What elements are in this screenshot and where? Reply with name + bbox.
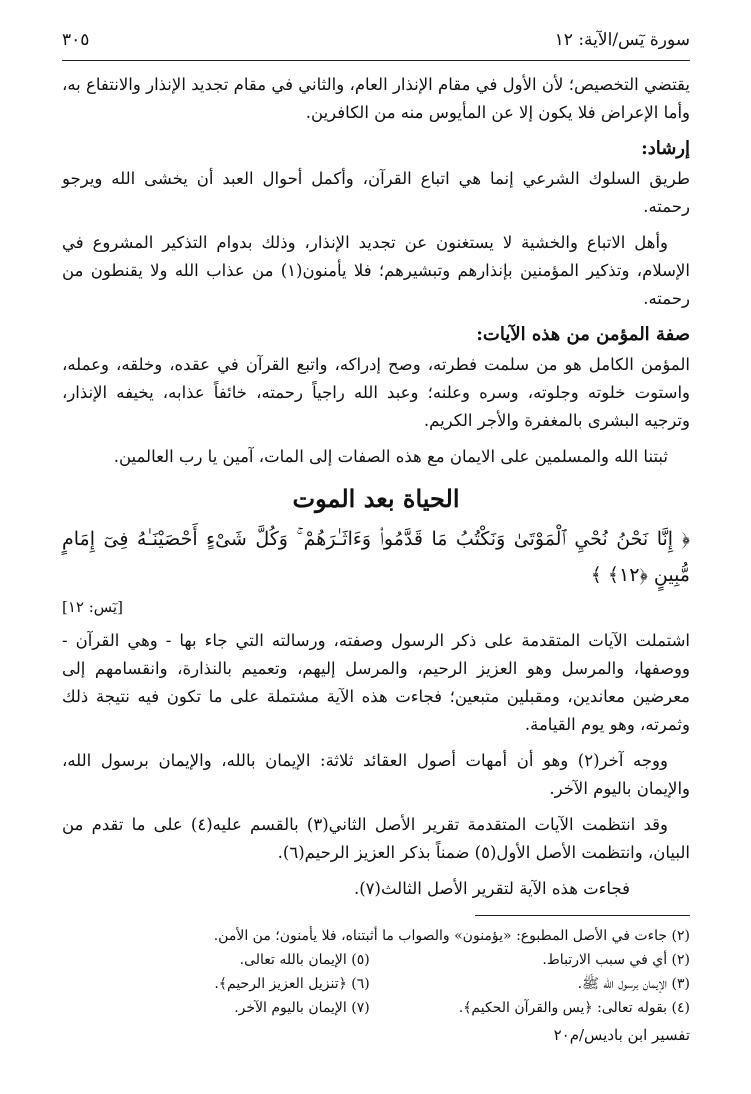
intro-line-2: وأما الإعراض فلا يكون إلا عن المأيوس منه من الكافرين. bbox=[305, 103, 690, 122]
footnote-1: (٢) جاءت في الأصل المطبوع: «يؤمنون» والصواب ما أثبتناه، فلا يأمنون؛ من الأمن. bbox=[213, 928, 690, 944]
intro-paragraph bbox=[62, 71, 690, 127]
footnote-2: (٢) أي في سبب الارتباط. bbox=[542, 952, 690, 968]
verse-reference-text: [يٓس: ١٢] bbox=[62, 598, 123, 616]
section-paragraph-1: اشتملت الآيات المتقدمة على ذكر الرسول وصفته، ورسالته التي جاء بها - وهي القرآن - ووصفها، والمرسل وهو العزيز الرحيم، والمرسل إليهم، وتعميم بالنذارة، وانقسامهم إلى معرضين معاندين، ومقبلين متبعين؛ فجاءت هذه الآية مشتملة على ما تكون فيه نتيجة ذلك وثمرته، وهو يوم القيامة. bbox=[62, 631, 690, 734]
running-header bbox=[62, 22, 690, 61]
irshad-paragraph-2: وأهل الاتباع والخشية لا يستغنون عن تجديد الإنذار، وذلك بدوام التذكير المشروع في الإسلام، وتذكير المؤمنين بإنذارهم وتبشيرهم؛ فلا يأمنون(١) من عذاب الله ولا يقنطون من رحمته. bbox=[62, 233, 690, 308]
footnote-7: (٧) الإيمان باليوم الآخر. bbox=[234, 1000, 370, 1016]
footnote-4: (٤) بقوله تعالى: ﴿يس والقرآن الحكيم﴾. bbox=[458, 1000, 690, 1016]
footnote-row bbox=[62, 948, 690, 972]
footnote-divider bbox=[475, 915, 690, 916]
surah-reference: سورة يٓس/الآية: ١٢ bbox=[554, 30, 690, 50]
irshad-paragraph-1: طريق السلوك الشرعي إنما هي اتباع القرآن، وأكمل أحوال العبد أن يخشى الله ويرجو رحمته. bbox=[62, 169, 690, 216]
page-number: ٣٠٥ bbox=[62, 30, 90, 50]
footnotes bbox=[62, 924, 690, 1020]
footnote-3: (٣) الإيمان برسول الله ﷺ. bbox=[577, 976, 690, 992]
section-title: الحياة بعد الموت bbox=[292, 484, 460, 513]
section-paragraph-3: وقد انتظمت الآيات المتقدمة تقرير الأصل الثاني(٣) بالقسم عليه(٤) على ما تقدم من البيان، وانتظمت الأصل الأول(٥) ضمناً بذكر العزيز الرحيم(٦). bbox=[62, 815, 690, 862]
sifa-paragraph-1: المؤمن الكامل هو من سلمت فطرته، وصح إدراكه، واتبع القرآن في عقده، وخلقه، وعمله، واستوت خلوته وجلوته، وسره وعلنه؛ وعبد الله راجياً رحمته، خائفاً عذابه، يخيفه الإنذار، وترجيه البشرى بالمغفرة والأجر الكريم. bbox=[62, 355, 690, 430]
section-paragraph-2: ووجه آخر(٢) وهو أن أمهات أصول العقائد ثلاثة: الإيمان بالله، والإيمان برسول الله، والإيمان باليوم الآخر. bbox=[62, 751, 690, 798]
verse-reference bbox=[62, 593, 690, 621]
footnote-5: (٥) الإيمان بالله تعالى. bbox=[239, 952, 370, 968]
sifa-heading: صفة المؤمن من هذه الآيات: bbox=[476, 324, 690, 345]
section-paragraph-4: فجاءت هذه الآية لتقرير الأصل الثالث(٧). bbox=[353, 879, 630, 898]
irshad-heading: إرشاد: bbox=[641, 138, 690, 159]
sifa-paragraph-2: ثبتنا الله والمسلمين على الايمان مع هذه الصفات إلى المات، آمين يا رب العالمين. bbox=[113, 447, 668, 466]
footnote-row bbox=[62, 996, 690, 1020]
main-text bbox=[62, 71, 690, 903]
intro-line-1: يقتضي التخصيص؛ لأن الأول في مقام الإنذار العام، والثاني في مقام تجديد الإنذار والانتفاع به، bbox=[62, 75, 690, 94]
footnote-row bbox=[62, 972, 690, 996]
page bbox=[62, 22, 690, 1044]
footnote-6: (٦) ﴿تنزيل العزيز الرحيم﴾. bbox=[214, 976, 370, 992]
book-signature: تفسير ابن باديس/م٢٠ bbox=[553, 1026, 690, 1044]
quran-verse: ﴿ إِنَّا نَحْنُ نُحْيِ ٱلْمَوْتَىٰ وَنَكْتُبُ مَا قَدَّمُوا۟ وَءَاثَـٰرَهُمْ ۚ وَكُلَّ شَىْءٍ أَحْصَيْنَـٰهُ فِىٓ إِمَامٍ مُّبِينٍ ﴿١٢﴾ ﴾ bbox=[62, 528, 690, 586]
